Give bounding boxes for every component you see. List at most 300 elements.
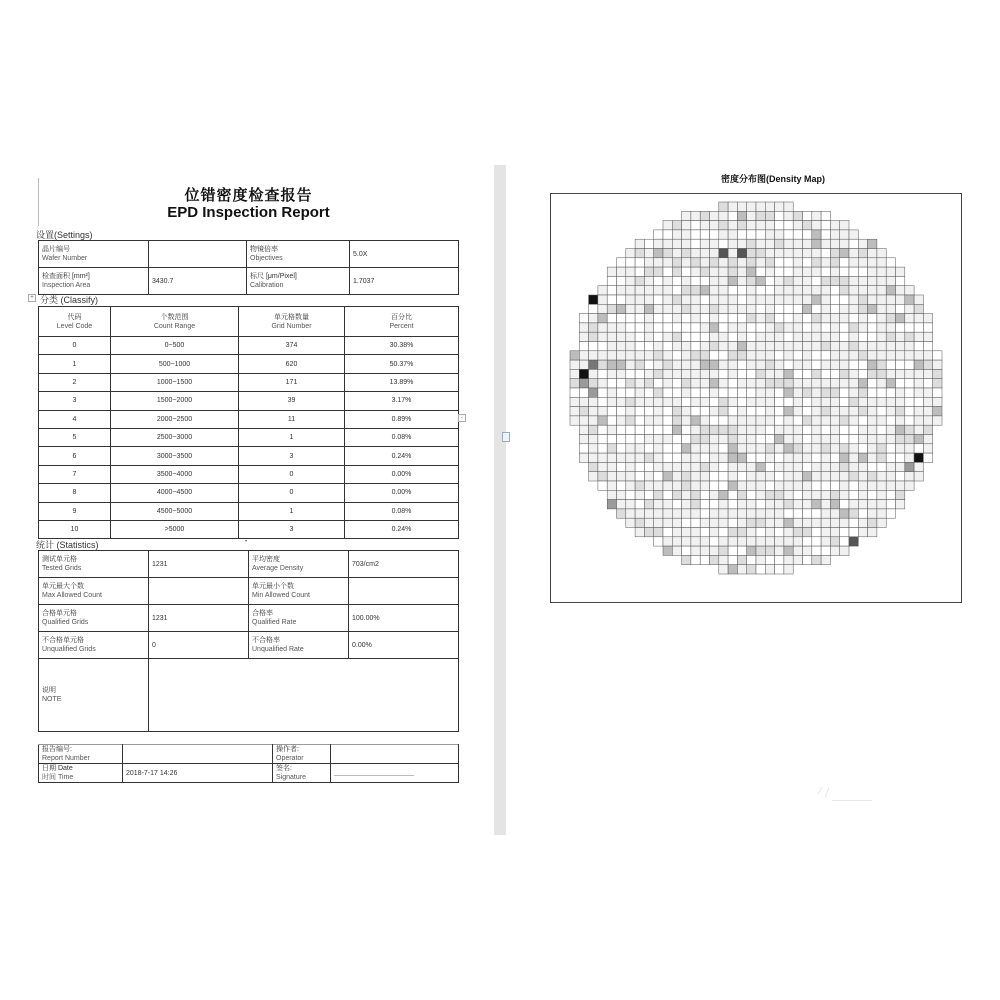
density-cell xyxy=(803,314,812,323)
density-cell xyxy=(589,360,598,369)
density-cell xyxy=(626,258,635,267)
density-cell xyxy=(644,295,653,304)
density-cell xyxy=(886,490,895,499)
density-cell xyxy=(756,267,765,276)
density-cell xyxy=(682,388,691,397)
density-cell xyxy=(700,388,709,397)
density-cell xyxy=(682,490,691,499)
density-cell xyxy=(923,360,932,369)
density-cell xyxy=(821,555,830,564)
density-cell xyxy=(719,369,728,378)
density-cell xyxy=(821,239,830,248)
density-cell xyxy=(821,360,830,369)
density-cell xyxy=(849,444,858,453)
density-cell xyxy=(617,360,626,369)
density-cell xyxy=(598,481,607,490)
density-cell xyxy=(821,490,830,499)
density-cell xyxy=(830,342,839,351)
density-cell xyxy=(747,351,756,360)
density-cell xyxy=(765,332,774,341)
density-cell xyxy=(691,500,700,509)
density-cell xyxy=(710,518,719,527)
density-cell xyxy=(886,453,895,462)
density-cell xyxy=(728,267,737,276)
density-cell xyxy=(719,500,728,509)
density-cell xyxy=(691,555,700,564)
density-cell xyxy=(793,528,802,537)
density-cell xyxy=(784,462,793,471)
level-code-cell: 8 xyxy=(39,484,111,502)
density-cell xyxy=(672,360,681,369)
density-cell xyxy=(784,425,793,434)
density-cell xyxy=(868,258,877,267)
percent-cell: 30.38% xyxy=(345,337,459,355)
density-cell xyxy=(821,416,830,425)
density-cell xyxy=(728,435,737,444)
density-cell xyxy=(905,304,914,313)
density-cell xyxy=(812,546,821,555)
density-cell xyxy=(849,537,858,546)
density-cell xyxy=(700,555,709,564)
density-cell xyxy=(868,518,877,527)
density-cell xyxy=(747,304,756,313)
density-cell xyxy=(812,332,821,341)
tested-grids-value: 1231 xyxy=(149,551,249,578)
density-cell xyxy=(830,379,839,388)
density-cell xyxy=(840,528,849,537)
density-cell xyxy=(868,360,877,369)
density-cell xyxy=(756,202,765,211)
density-cell xyxy=(672,267,681,276)
density-cell xyxy=(663,239,672,248)
density-cell xyxy=(821,286,830,295)
density-cell xyxy=(923,388,932,397)
density-cell xyxy=(719,546,728,555)
density-cell xyxy=(654,360,663,369)
density-cell xyxy=(747,332,756,341)
density-cell xyxy=(747,565,756,574)
density-cell xyxy=(682,221,691,230)
density-cell xyxy=(672,435,681,444)
density-cell xyxy=(589,416,598,425)
density-cell xyxy=(933,369,942,378)
density-cell xyxy=(607,323,616,332)
density-cell xyxy=(793,397,802,406)
density-cell xyxy=(868,314,877,323)
average-density-value: 703/cm2 xyxy=(349,551,459,578)
density-cell xyxy=(896,276,905,285)
density-cell xyxy=(626,397,635,406)
note-value[interactable] xyxy=(149,659,459,732)
density-cell xyxy=(868,444,877,453)
density-cell xyxy=(570,379,579,388)
density-cell xyxy=(719,267,728,276)
classify-table xyxy=(38,306,459,539)
density-cell xyxy=(803,555,812,564)
density-cell xyxy=(933,351,942,360)
density-cell xyxy=(849,230,858,239)
density-cell xyxy=(598,444,607,453)
density-cell xyxy=(868,500,877,509)
density-cell xyxy=(830,360,839,369)
density-cell xyxy=(635,323,644,332)
density-cell xyxy=(635,407,644,416)
density-cell xyxy=(700,407,709,416)
density-cell xyxy=(654,295,663,304)
density-cell xyxy=(849,379,858,388)
density-cell xyxy=(644,425,653,434)
density-cell xyxy=(710,546,719,555)
density-cell xyxy=(821,379,830,388)
density-cell xyxy=(765,295,774,304)
calibration-value: 1.7037 xyxy=(350,268,459,295)
density-cell xyxy=(858,369,867,378)
density-cell xyxy=(728,286,737,295)
density-cell xyxy=(691,388,700,397)
density-cell xyxy=(598,453,607,462)
density-cell xyxy=(896,435,905,444)
density-cell xyxy=(775,481,784,490)
density-cell xyxy=(635,528,644,537)
report-number-value xyxy=(123,745,273,764)
density-cell xyxy=(654,537,663,546)
inspection-area-label: 检查面积 [mm²] Inspection Area xyxy=(39,268,149,295)
density-cell xyxy=(803,304,812,313)
density-cell xyxy=(747,239,756,248)
density-cell xyxy=(719,249,728,258)
density-cell xyxy=(747,472,756,481)
table-move-handle-icon[interactable]: + xyxy=(28,294,36,302)
density-cell xyxy=(877,323,886,332)
density-cell xyxy=(589,342,598,351)
density-cell xyxy=(710,323,719,332)
page-break-icon xyxy=(502,432,510,442)
density-cell xyxy=(914,462,923,471)
density-cell xyxy=(896,332,905,341)
density-cell xyxy=(663,500,672,509)
density-cell xyxy=(682,295,691,304)
density-cell xyxy=(803,332,812,341)
density-cell xyxy=(672,332,681,341)
grid-number-header: 单元格数量 Grid Number xyxy=(239,307,345,337)
density-map-title: 密度分布图(Density Map) xyxy=(720,174,825,184)
density-cell xyxy=(635,500,644,509)
density-cell xyxy=(635,518,644,527)
density-cell xyxy=(821,546,830,555)
density-cell xyxy=(700,369,709,378)
percent-cell: 0.08% xyxy=(345,502,459,520)
density-cell xyxy=(747,295,756,304)
density-cell xyxy=(868,397,877,406)
density-cell xyxy=(728,276,737,285)
density-cell xyxy=(877,314,886,323)
grid-number-cell: 620 xyxy=(239,355,345,373)
density-cell xyxy=(775,565,784,574)
report-number-label: 报告编号: Report Number xyxy=(39,745,123,764)
density-cell xyxy=(877,369,886,378)
density-cell xyxy=(765,546,774,555)
density-cell xyxy=(691,286,700,295)
density-cell xyxy=(654,379,663,388)
density-cell xyxy=(617,304,626,313)
density-cell xyxy=(737,258,746,267)
density-cell xyxy=(672,407,681,416)
density-cell xyxy=(607,500,616,509)
density-cell xyxy=(635,295,644,304)
density-cell xyxy=(747,388,756,397)
density-cell xyxy=(598,425,607,434)
density-cell xyxy=(830,388,839,397)
density-cell xyxy=(747,397,756,406)
density-cell xyxy=(905,379,914,388)
density-cell xyxy=(784,351,793,360)
density-cell xyxy=(858,407,867,416)
density-cell xyxy=(626,351,635,360)
percent-cell: 0.89% xyxy=(345,410,459,428)
density-cell xyxy=(756,304,765,313)
table-resize-handle-icon[interactable]: - xyxy=(458,414,466,422)
density-cell xyxy=(821,267,830,276)
density-cell xyxy=(821,332,830,341)
density-cell xyxy=(784,444,793,453)
density-cell xyxy=(877,351,886,360)
density-cell xyxy=(858,397,867,406)
density-cell xyxy=(607,444,616,453)
density-cell xyxy=(747,490,756,499)
density-cell xyxy=(700,351,709,360)
density-cell xyxy=(737,388,746,397)
density-cell xyxy=(682,472,691,481)
density-cell xyxy=(598,314,607,323)
density-cell xyxy=(905,472,914,481)
density-cell xyxy=(803,490,812,499)
density-cell xyxy=(840,342,849,351)
density-cell xyxy=(830,295,839,304)
density-cell xyxy=(663,528,672,537)
density-cell xyxy=(663,546,672,555)
density-cell xyxy=(803,481,812,490)
density-cell xyxy=(821,472,830,481)
density-cell xyxy=(654,435,663,444)
density-cell xyxy=(598,342,607,351)
density-cell xyxy=(635,239,644,248)
density-cell xyxy=(923,342,932,351)
density-cell xyxy=(691,249,700,258)
density-cell xyxy=(765,230,774,239)
density-cell xyxy=(793,518,802,527)
density-cell xyxy=(598,397,607,406)
table-row xyxy=(39,410,459,428)
percent-cell: 0.24% xyxy=(345,520,459,538)
density-cell xyxy=(747,249,756,258)
operator-value xyxy=(331,745,459,764)
density-cell xyxy=(719,379,728,388)
density-cell xyxy=(626,295,635,304)
density-cell xyxy=(793,490,802,499)
density-cell xyxy=(877,360,886,369)
density-cell xyxy=(617,397,626,406)
density-cell xyxy=(858,481,867,490)
density-cell xyxy=(803,295,812,304)
density-cell xyxy=(821,304,830,313)
density-cell xyxy=(793,388,802,397)
density-cell xyxy=(663,481,672,490)
density-cell xyxy=(775,528,784,537)
unqualified-rate-value: 0.00% xyxy=(349,632,459,659)
density-cell xyxy=(747,537,756,546)
density-cell xyxy=(803,425,812,434)
density-cell xyxy=(849,453,858,462)
density-cell xyxy=(830,528,839,537)
density-cell xyxy=(840,360,849,369)
density-cell xyxy=(719,528,728,537)
density-cell xyxy=(784,416,793,425)
density-cell xyxy=(756,239,765,248)
density-cell xyxy=(896,472,905,481)
density-cell xyxy=(663,286,672,295)
density-cell xyxy=(775,416,784,425)
cursor-mark-icon: • xyxy=(242,539,250,547)
density-cell xyxy=(700,323,709,332)
density-cell xyxy=(756,500,765,509)
density-cell xyxy=(663,314,672,323)
count-range-header: 个数范围 Count Range xyxy=(111,307,239,337)
density-cell xyxy=(737,230,746,239)
density-cell xyxy=(775,435,784,444)
density-cell xyxy=(756,379,765,388)
density-cell xyxy=(710,397,719,406)
density-cell xyxy=(747,323,756,332)
density-cell xyxy=(849,304,858,313)
density-cell xyxy=(868,435,877,444)
density-cell xyxy=(775,314,784,323)
density-cell xyxy=(710,258,719,267)
density-cell xyxy=(672,314,681,323)
density-cell xyxy=(849,239,858,248)
density-cell xyxy=(617,407,626,416)
density-cell xyxy=(793,444,802,453)
density-cell xyxy=(756,462,765,471)
density-cell xyxy=(719,462,728,471)
density-cell xyxy=(830,416,839,425)
density-cell xyxy=(672,351,681,360)
density-cell xyxy=(830,286,839,295)
density-cell xyxy=(886,276,895,285)
density-cell xyxy=(728,258,737,267)
density-cell xyxy=(737,509,746,518)
density-cell xyxy=(849,360,858,369)
density-cell xyxy=(812,323,821,332)
density-cell xyxy=(672,230,681,239)
density-cell xyxy=(654,276,663,285)
density-cell xyxy=(644,239,653,248)
density-cell xyxy=(914,323,923,332)
density-cell xyxy=(756,286,765,295)
density-cell xyxy=(793,314,802,323)
unqualified-rate-label: 不合格率 Unqualified Rate xyxy=(249,632,349,659)
density-cell xyxy=(737,425,746,434)
density-cell xyxy=(710,407,719,416)
density-cell xyxy=(886,332,895,341)
density-cell xyxy=(728,500,737,509)
density-cell xyxy=(877,444,886,453)
table-row xyxy=(39,502,459,520)
density-cell xyxy=(747,555,756,564)
percent-cell: 0.00% xyxy=(345,465,459,483)
density-cell xyxy=(710,286,719,295)
density-cell xyxy=(803,239,812,248)
density-cell xyxy=(830,304,839,313)
density-cell xyxy=(877,462,886,471)
density-cell xyxy=(635,314,644,323)
density-cell xyxy=(914,351,923,360)
density-cell xyxy=(877,379,886,388)
density-cell xyxy=(830,323,839,332)
density-cell xyxy=(635,453,644,462)
density-cell xyxy=(672,239,681,248)
density-cell xyxy=(765,472,774,481)
density-cell xyxy=(617,258,626,267)
density-cell xyxy=(737,332,746,341)
density-cell xyxy=(877,276,886,285)
density-cell xyxy=(877,267,886,276)
density-cell xyxy=(849,276,858,285)
density-cell xyxy=(700,314,709,323)
density-cell xyxy=(868,472,877,481)
density-cell xyxy=(719,351,728,360)
density-cell xyxy=(914,453,923,462)
density-cell xyxy=(803,249,812,258)
density-cell xyxy=(775,490,784,499)
density-cell xyxy=(784,221,793,230)
density-cell xyxy=(663,230,672,239)
density-cell xyxy=(682,276,691,285)
density-cell xyxy=(849,332,858,341)
density-cell xyxy=(849,490,858,499)
density-cell xyxy=(849,314,858,323)
density-cell xyxy=(905,369,914,378)
density-cell xyxy=(663,462,672,471)
statistics-table xyxy=(38,550,459,732)
density-cell xyxy=(663,379,672,388)
density-cell xyxy=(858,462,867,471)
settings-heading: 设置(Settings) xyxy=(36,230,93,240)
count-range-cell: 1000~1500 xyxy=(111,373,239,391)
density-cell xyxy=(905,323,914,332)
density-cell xyxy=(886,267,895,276)
density-cell xyxy=(840,509,849,518)
density-cell xyxy=(700,295,709,304)
density-cell xyxy=(756,230,765,239)
density-cell xyxy=(747,509,756,518)
density-cell xyxy=(840,221,849,230)
density-cell xyxy=(579,407,588,416)
density-cell xyxy=(793,509,802,518)
density-cell xyxy=(784,276,793,285)
density-cell xyxy=(793,435,802,444)
density-cell xyxy=(775,276,784,285)
density-cell xyxy=(849,416,858,425)
density-cell xyxy=(579,314,588,323)
table-row xyxy=(39,355,459,373)
density-cell xyxy=(663,258,672,267)
density-cell xyxy=(635,342,644,351)
density-cell xyxy=(654,304,663,313)
density-cell xyxy=(589,332,598,341)
density-cell xyxy=(635,397,644,406)
density-cell xyxy=(830,490,839,499)
density-cell xyxy=(737,481,746,490)
